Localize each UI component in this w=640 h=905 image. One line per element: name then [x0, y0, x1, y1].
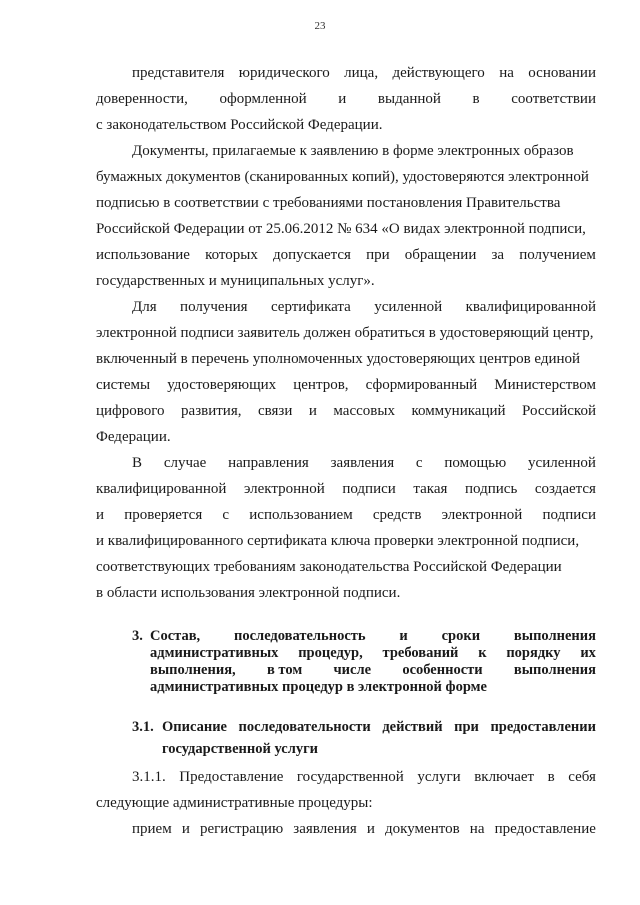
word: на — [499, 65, 514, 81]
heading-word: административных — [150, 645, 279, 661]
word: усиленной — [528, 455, 596, 471]
word: Министерством — [494, 377, 596, 393]
text-line — [96, 764, 596, 790]
word: усиленной — [374, 299, 443, 315]
page-number: 23 — [314, 20, 326, 32]
text-line: и квалифицированного сертификата ключа проверки электронной подписи, — [96, 533, 580, 549]
word: направления — [228, 455, 309, 471]
text-line: подписью в соответствии с требованиями постановления Правительства — [96, 195, 561, 211]
paragraph-signature — [96, 450, 596, 606]
text-line — [96, 294, 596, 320]
heading-word: последовательности — [238, 719, 371, 735]
heading-word: Состав, — [150, 628, 201, 644]
word: лица, — [344, 65, 379, 81]
word: и — [308, 403, 317, 419]
word: за — [491, 247, 505, 263]
heading-word: в том — [266, 662, 303, 678]
text-line: Российской Федерации от 25.06.2012 № 634 «О видах электронной подписи, — [96, 221, 586, 237]
word: услуги — [417, 769, 461, 785]
word: в — [547, 769, 555, 785]
word: и — [338, 91, 347, 107]
word: обращении — [404, 247, 477, 263]
word: использованием — [249, 507, 353, 523]
word: соответствии — [511, 91, 596, 107]
word: допускается — [272, 247, 351, 263]
word: с — [222, 507, 230, 523]
heading-word: при — [454, 719, 479, 735]
word: помощью — [444, 455, 507, 471]
word: квалифицированной — [465, 299, 596, 315]
word: связи — [257, 403, 293, 419]
paragraph-representative — [96, 60, 596, 138]
text-line: с законодательством Российской Федерации. — [96, 117, 383, 133]
section-title — [162, 716, 596, 760]
heading-word: выполнения, — [150, 662, 236, 678]
word: заявления — [330, 455, 395, 471]
section-number: 3. — [132, 628, 143, 644]
heading-word: их — [580, 645, 596, 661]
word: государственной — [296, 769, 404, 785]
word: предоставление — [494, 821, 596, 837]
word: заявления — [293, 821, 357, 837]
heading-word: к — [478, 645, 487, 661]
section-3-heading — [132, 628, 596, 696]
text-line — [96, 502, 596, 528]
text-line: соответствующих требованиям законодательства Российской Федерации — [96, 559, 562, 575]
word: доверенности, — [96, 91, 188, 107]
text-line — [96, 398, 596, 424]
section-number: 3.1. — [132, 719, 154, 735]
text-line — [96, 372, 596, 398]
word: системы — [96, 377, 151, 393]
heading-word: сроки — [441, 628, 481, 644]
word: и — [96, 507, 105, 523]
section-3-1-heading — [132, 716, 596, 760]
word: Для — [132, 299, 157, 315]
word: оформленной — [219, 91, 307, 107]
word: цифрового — [96, 403, 165, 419]
heading-line — [150, 645, 596, 662]
heading-word: последовательность — [234, 628, 366, 644]
word: регистрацию — [200, 821, 284, 837]
word: создается — [534, 481, 596, 497]
text-line: государственных и муниципальных услуг». — [96, 273, 375, 289]
word: центров, — [293, 377, 349, 393]
text-line: Документы, прилагаемые к заявлению в форме электронных образов — [132, 143, 574, 159]
word: при — [366, 247, 390, 263]
word: в — [472, 91, 480, 107]
heading-line — [150, 662, 596, 679]
word: сформированный — [365, 377, 478, 393]
text-line — [96, 60, 596, 86]
paragraph-certificate — [96, 294, 596, 450]
text-line — [96, 476, 596, 502]
word: включает — [474, 769, 535, 785]
paragraph-reception — [96, 816, 596, 842]
section-title — [150, 628, 596, 696]
heading-word: выполнения — [513, 662, 596, 678]
word: подпись — [465, 481, 518, 497]
word: прием — [132, 821, 172, 837]
text-line: следующие административные процедуры: — [96, 795, 373, 811]
text-line — [96, 242, 596, 268]
heading-word: действий — [382, 719, 443, 735]
heading-line: государственной услуги — [162, 741, 319, 757]
heading-word: Описание — [162, 719, 227, 735]
word: использование — [96, 247, 190, 263]
word: с — [415, 455, 423, 471]
heading-word: особенности — [402, 662, 483, 678]
word: коммуникаций — [411, 403, 506, 419]
heading-line — [150, 628, 596, 645]
text-line — [96, 450, 596, 476]
word: сертификата — [270, 299, 351, 315]
word: на — [469, 821, 485, 837]
word: себя — [568, 769, 596, 785]
word: удостоверяющих — [167, 377, 277, 393]
word: Предоставление — [179, 769, 284, 785]
text-line: бумажных документов (сканированных копий), удостоверяются электронной — [96, 169, 589, 185]
heading-line: административных процедур в электронной форме — [150, 679, 487, 695]
text-line — [96, 816, 596, 842]
heading-word: требований — [382, 645, 459, 661]
word: и — [181, 821, 190, 837]
word: такая — [413, 481, 448, 497]
word: В — [132, 455, 143, 471]
word: действующего — [392, 65, 485, 81]
text-line: Федерации. — [96, 429, 171, 445]
text-line: электронной подписи заявитель должен обратиться в удостоверяющий центр, — [96, 325, 594, 341]
word: выданной — [377, 91, 441, 107]
heading-word: порядку — [506, 645, 561, 661]
word: развития, — [181, 403, 242, 419]
word: проверяется — [124, 507, 203, 523]
word: подписи — [542, 507, 596, 523]
word: юридического — [238, 65, 330, 81]
heading-word: и — [399, 628, 408, 644]
word: средств — [372, 507, 422, 523]
word: электронной — [441, 507, 523, 523]
word: и — [366, 821, 375, 837]
word: получением — [519, 247, 596, 263]
word: которых — [205, 247, 258, 263]
word: случае — [163, 455, 207, 471]
paragraph-documents — [96, 138, 596, 294]
text-line — [96, 86, 596, 112]
paragraph-procedures — [96, 764, 596, 816]
word: представителя — [132, 65, 225, 81]
heading-word: выполнения — [513, 628, 596, 644]
word: подписи — [342, 481, 396, 497]
text-line: включенный в перечень уполномоченных удостоверяющих центров единой — [96, 351, 581, 367]
heading-line — [162, 716, 596, 738]
heading-word: процедур, — [298, 645, 363, 661]
heading-word: числе — [333, 662, 372, 678]
word: основании — [528, 65, 596, 81]
word: получения — [180, 299, 248, 315]
word: массовых — [333, 403, 395, 419]
word: Российской — [522, 403, 596, 419]
word: квалифицированной — [96, 481, 227, 497]
text-line: в области использования электронной подписи. — [96, 585, 401, 601]
word: электронной — [244, 481, 325, 497]
heading-word: предоставлении — [490, 719, 596, 735]
word: документов — [385, 821, 460, 837]
word: 3.1.1. — [132, 769, 166, 785]
